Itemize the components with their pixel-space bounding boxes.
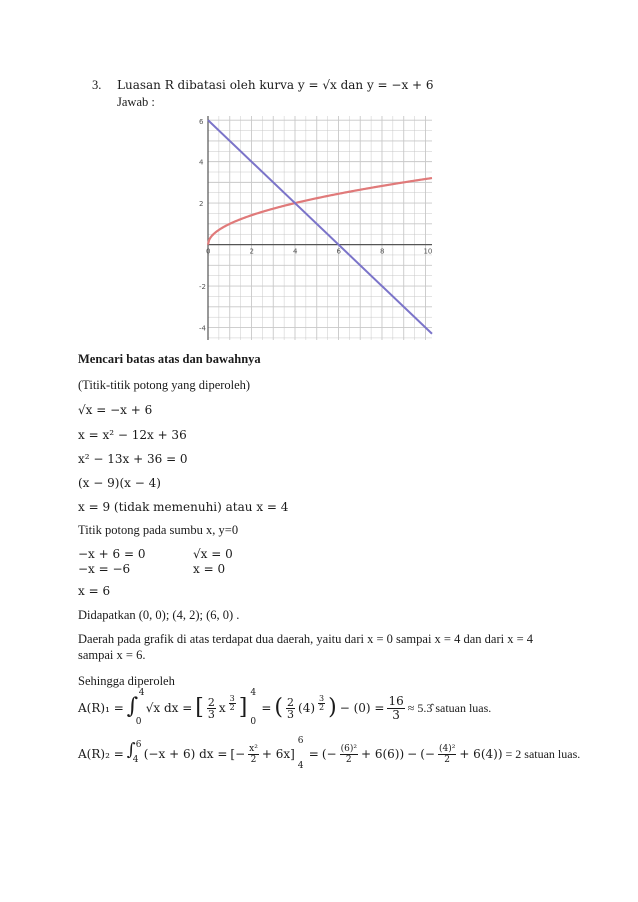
equation-4: (x − 9)(x − 4) — [78, 476, 161, 490]
x-tick-label: 2 — [249, 247, 254, 256]
right-column-eq-1: √x = 0 — [193, 547, 233, 561]
sqrt-curve — [208, 178, 432, 245]
bracket-limits: 4 0 — [250, 688, 257, 727]
intersections-note: (Titik-titik potong yang diperoleh) — [78, 378, 251, 392]
y-tick-label: -2 — [199, 283, 206, 292]
section-heading: Mencari batas atas dan bawahnya — [78, 352, 261, 366]
integral-sign-2: ∫ 6 4 — [126, 740, 142, 765]
region-text-2: sampai x = 6. — [78, 648, 146, 662]
antideriv-variable: x — [218, 701, 226, 715]
integral-sign: ∫ 4 0 — [126, 688, 145, 727]
axis-note: Titik potong pada sumbu x, y=0 — [78, 523, 239, 537]
y-tick-label: -4 — [199, 324, 206, 333]
area-1-lhs: A(R)₁ = — [78, 701, 124, 715]
area-1-approx: ≈ 5.3̂ satuan luas. — [407, 700, 492, 715]
bracket-limits-2: 6 4 — [297, 736, 304, 771]
equation-6: x = 6 — [78, 584, 111, 598]
x-tick-label: 6 — [336, 247, 341, 256]
area-1-result-fraction: $\frac{16}{3}$ — [388, 693, 404, 722]
left-column-eq-1: −x + 6 = 0 — [78, 547, 146, 561]
y-tick-label: 2 — [199, 200, 204, 209]
result-intro: Sehingga diperoleh — [78, 674, 175, 688]
eval-argument: (4) — [298, 701, 316, 715]
area-1-equation: A(R)₁ = ∫ 4 0 √x dx = [ $\frac{2}{3}$ x $\frac{3}{2}$ ] 4 0 = ( $\frac{2}{3}$ (4) $\frac{3}{2}$ ) − (0) = $\frac{16}{3}$ ≈ 5.3̂ satuan luas. — [78, 688, 492, 727]
problem-number: 3. — [92, 78, 102, 92]
x-tick-label: 0 — [206, 247, 211, 256]
antideriv-exponent: $\frac{3}{2}$ — [229, 693, 235, 712]
area-2-equation: A(R)₂ = ∫ 6 4 (−x + 6) dx = [− $\frac{\text{x²}}{2}$ + 6x] 6 4 = (− $\frac{\text{(6)²}}{2}$ + 6(6)) − (− $\frac{\text{(4)²}}{2}$ + 6(4)) = 2 satuan luas. — [78, 736, 581, 771]
y-tick-label: 4 — [199, 158, 204, 167]
region-text-1: Daerah pada grafik di atas terdapat dua daerah, yaitu dari x = 0 sampai x = 4 dan dari x = 4 — [78, 632, 534, 646]
equation-2: x = x² − 12x + 36 — [78, 428, 187, 442]
y-tick-label-top: 6 — [199, 118, 204, 127]
answer-label: Jawab : — [117, 95, 155, 109]
problem-statement: Luasan R dibatasi oleh kurva y = √x dan y = −x + 6 — [117, 78, 434, 92]
right-column-eq-2: x = 0 — [193, 562, 226, 576]
points-result: Didapatkan (0, 0); (4, 2); (6, 0) . — [78, 608, 240, 622]
eval-4-fraction: $\frac{\text{(4)²}}{2}$ — [438, 743, 456, 765]
area-2-integrand: (−x + 6) dx = — [143, 747, 228, 761]
area-1-integrand: √x dx = — [145, 701, 193, 715]
x-tick-label: 8 — [379, 247, 385, 256]
x-tick-label: 4 — [292, 247, 298, 256]
x-tick-label: 10 — [423, 247, 433, 256]
term-fraction: $\frac{\text{x²}}{2}$ — [249, 743, 258, 765]
equation-1: √x = −x + 6 — [78, 403, 153, 417]
antideriv-coefficient: $\frac{2}{3}$ — [207, 695, 215, 721]
area-2-result: = 2 satuan luas. — [505, 746, 581, 761]
equation-3: x² − 13x + 36 = 0 — [78, 452, 188, 466]
eval-6-fraction: $\frac{\text{(6)²}}{2}$ — [340, 743, 357, 765]
linear-line — [208, 120, 432, 334]
function-graph — [196, 112, 436, 344]
eval-tail: − (0) = — [339, 701, 385, 715]
area-2-lhs: A(R)₂ = — [78, 747, 124, 761]
left-column-eq-2: −x = −6 — [78, 562, 131, 576]
equation-5: x = 9 (tidak memenuhi) atau x = 4 — [78, 500, 289, 514]
eval-coefficient: $\frac{2}{3}$ — [287, 695, 295, 721]
